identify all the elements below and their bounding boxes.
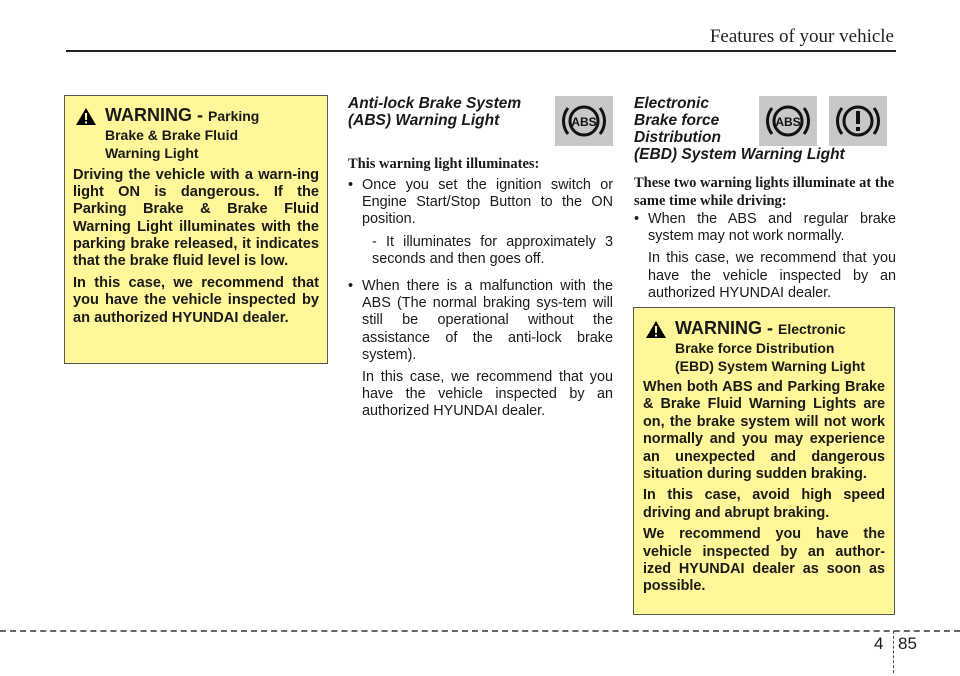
warning-paragraph: Driving the vehicle with a warn-ing light ON is dangerous. If the Parking Brake & Brake Fluid Warning Light illuminates with the parking brake released, it indicates that the brake fluid level is low. — [73, 167, 319, 270]
abs-icon — [555, 96, 613, 146]
warning-label: WARNING - — [105, 105, 208, 125]
header-rule — [66, 50, 896, 52]
abs-icon — [759, 96, 817, 146]
page-number: 85 — [898, 634, 917, 653]
warning-subject: Brake force Distribution — [675, 340, 835, 356]
warning-header — [643, 318, 885, 375]
warning-header — [73, 105, 319, 162]
list-item-text: When there is a malfunction with the ABS (The normal braking sys-tem will still be operational without the assistance of the anti-lock brake system). — [362, 278, 613, 363]
exclamation-icon — [829, 96, 887, 146]
ebd-lead-text: These two warning lights illuminate at the same time while driving: — [634, 175, 895, 209]
abs-body — [348, 177, 613, 421]
sub-item-text: - It illuminates for approximately 3 seconds and then goes off. — [372, 233, 613, 267]
warning-paragraph: In this case, we recommend that you have the vehicle inspected by an authorized HYUNDAI dealer. — [73, 275, 319, 326]
abs-lead-text: This warning light illuminates: — [348, 156, 540, 172]
warning-paragraph: We recommend you have the vehicle inspected by an author-ized HYUNDAI dealer as soon as possible. — [643, 526, 885, 595]
list-item-text: When the ABS and regular brake system may not work normally. — [648, 211, 896, 245]
warning-subject: Electronic — [778, 321, 846, 337]
abs-section-title — [348, 95, 521, 129]
warning-box-parking-brake — [64, 95, 328, 364]
warning-triangle-icon — [643, 318, 675, 344]
svg-text:ABS: ABS — [775, 115, 801, 129]
ebd-recommendation: In this case, we recommend that you have the vehicle inspected by an authorized HYUNDAI dealer. — [648, 250, 896, 301]
list-item-text: Once you set the ignition switch or Engine Start/Stop Button to the ON position. — [362, 177, 613, 228]
warning-paragraph: When both ABS and Parking Brake & Brake Fluid Warning Lights are on, the brake system will not work normally and you may experience an unexpected and dangerous situation during sudden braking. — [643, 379, 885, 483]
title-line: (EBD) System Warning Light — [634, 146, 845, 163]
ebd-body — [634, 211, 896, 302]
abs-recommendation: In this case, we recommend that you have the vehicle inspected by an authorized HYUNDAI dealer. — [362, 369, 613, 420]
footer-rule — [0, 630, 960, 632]
page-number-divider — [893, 631, 894, 673]
title-line: (ABS) Warning Light — [348, 112, 500, 129]
svg-text:ABS: ABS — [571, 115, 597, 129]
list-sub-item — [348, 234, 613, 268]
title-line: Brake force — [634, 112, 720, 129]
list-item: • When the ABS and regular brake system may not work normally. — [634, 211, 896, 245]
list-item: • Once you set the ignition switch or Engine Start/Stop Button to the ON position. — [348, 177, 613, 228]
warning-paragraph: In this case, avoid high speed driving and abrupt braking. — [643, 487, 885, 521]
chapter-number: 4 — [874, 634, 884, 653]
title-line: Anti-lock Brake System — [348, 95, 522, 112]
title-line: Electronic — [634, 95, 709, 112]
warning-label: WARNING - — [675, 318, 778, 338]
page-header-title: Features of your vehicle — [709, 26, 894, 47]
warning-subject: (EBD) System Warning Light — [675, 358, 866, 374]
warning-subject: Brake & Brake Fluid — [105, 127, 239, 143]
title-line: Distribution — [634, 129, 721, 146]
warning-triangle-icon — [73, 105, 105, 131]
list-item: • When there is a malfunction with the ABS (The normal braking sys-tem will still be operational without the assistance of the anti-lock brake system). — [348, 278, 613, 363]
warning-box-ebd — [633, 307, 895, 615]
warning-subject: Warning Light — [105, 145, 199, 161]
warning-subject: Parking — [208, 108, 260, 124]
